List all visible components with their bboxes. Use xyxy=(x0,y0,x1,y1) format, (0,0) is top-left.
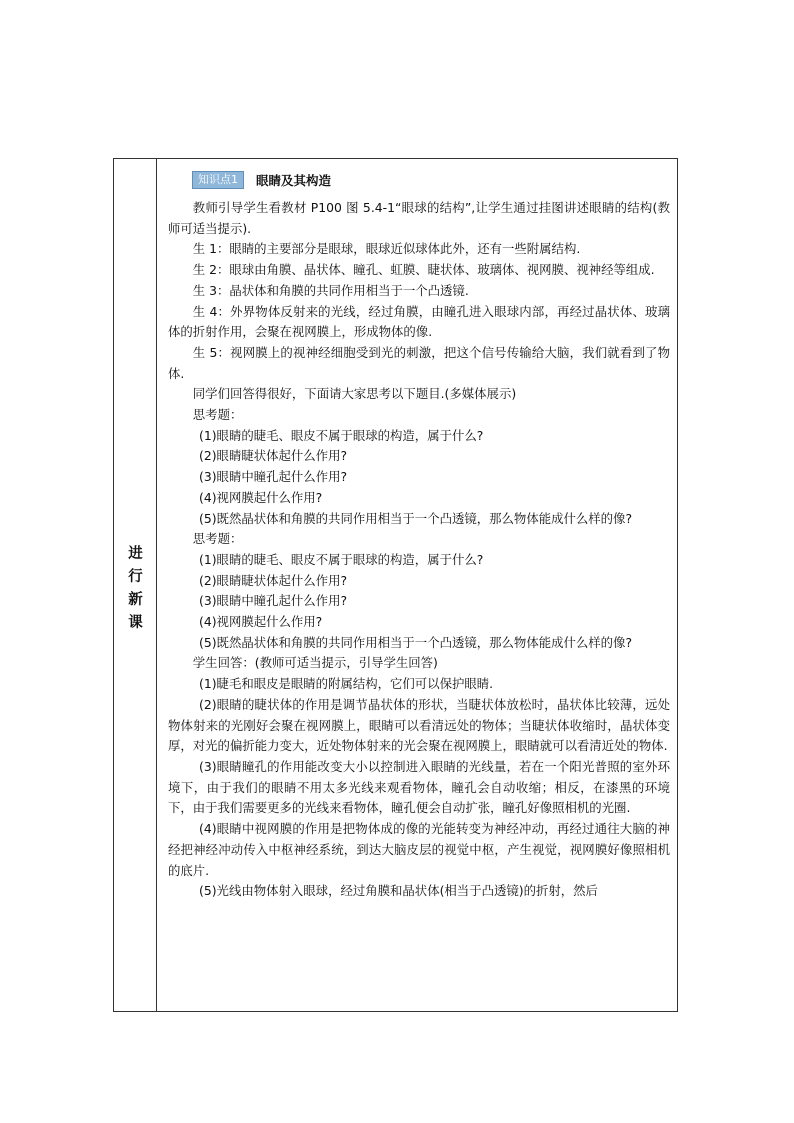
section-label xyxy=(114,543,157,635)
paragraph: (5)光线由物体射入眼球，经过角膜和晶状体(相当于凸透镜)的折射，然后 xyxy=(199,883,598,899)
paragraph: (1)眼睛的睫毛、眼皮不属于眼球的构造，属于什么? xyxy=(199,427,484,443)
paragraph: 生 5：视网膜上的视神经细胞受到光的刺激，把这个信号传输给大脑，我们就看到了物体. xyxy=(168,344,670,381)
paragraph: 学生回答：(教师可适当提示，引导学生回答) xyxy=(192,655,438,671)
paragraph: 思考题： xyxy=(192,531,243,547)
section-label-cell xyxy=(114,159,157,1011)
paragraph: 思考题： xyxy=(192,407,243,423)
paragraph: (4)视网膜起什么作用? xyxy=(199,614,323,630)
paragraph: 生 2：眼球由角膜、晶状体、瞳孔、虹膜、睫状体、玻璃体、视网膜、视神经等组成. xyxy=(192,262,655,278)
paragraph: (3)眼睛中瞳孔起什么作用? xyxy=(199,469,348,485)
paragraph: 生 1：眼睛的主要部分是眼球，眼球近似球体此外，还有一些附属结构. xyxy=(192,241,581,257)
paragraph-list xyxy=(168,198,670,902)
paragraph: (1)眼睛的睫毛、眼皮不属于眼球的构造，属于什么? xyxy=(199,551,484,567)
knowledge-heading xyxy=(168,169,670,191)
paragraph: (3)眼睛中瞳孔起什么作用? xyxy=(199,593,348,609)
paragraph: 生 3：晶状体和角膜的共同作用相当于一个凸透镜. xyxy=(192,282,469,298)
section-label-char: 行 xyxy=(128,569,143,585)
section-label-char: 新 xyxy=(128,592,143,608)
section-label-char: 进 xyxy=(128,546,143,562)
paragraph: (5)既然晶状体和角膜的共同作用相当于一个凸透镜，那么物体能成什么样的像? xyxy=(199,634,633,650)
paragraph: (1)睫毛和眼皮是眼睛的附属结构，它们可以保护眼睛. xyxy=(199,676,494,692)
knowledge-point-badge: 知识点1 xyxy=(192,171,244,189)
paragraph: 生 4：外界物体反射来的光线，经过角膜，由瞳孔进入眼球内部，再经过晶状体、玻璃体的折射作用，会聚在视网膜上，形成物体的像. xyxy=(168,303,670,340)
paragraph: 同学们回答得很好，下面请大家思考以下题目.(多媒体展示) xyxy=(192,386,517,402)
paragraph: (2)眼睛的睫状体的作用是调节晶状体的形状，当睫状体放松时，晶状体比较薄，远处物体射来的光刚好会聚在视网膜上，眼睛可以看清远处的物体；当睫状体收缩时，晶状体变厚，对光的偏折能力变大，近处物体射来的光会聚在视网膜上，眼睛就可以看清近处的物体. xyxy=(168,696,670,754)
paragraph: (3)眼睛瞳孔的作用能改变大小以控制进入眼睛的光线量，若在一个阳光普照的室外环境下，由于我们的眼睛不用太多光线来观看物体，瞳孔会自动收缩；相反，在漆黑的环境下，由于我们需要更多的光线来看物体，瞳孔便会自动扩张，瞳孔好像照相机的光圈. xyxy=(168,758,670,816)
content-cell xyxy=(168,169,670,902)
paragraph: (2)眼睛睫状体起什么作用? xyxy=(199,572,348,588)
lesson-table xyxy=(113,158,678,1012)
paragraph: 教师引导学生看教材 P100 图 5.4-1“眼球的结构”,让学生通过挂图讲述眼睛的结构(教师可适当提示). xyxy=(168,200,670,236)
paragraph: (2)眼睛睫状体起什么作用? xyxy=(199,448,348,464)
paragraph: (4)视网膜起什么作用? xyxy=(199,489,323,505)
section-label-char: 课 xyxy=(128,615,143,631)
paragraph: (4)眼睛中视网膜的作用是把物体成的像的光能转变为神经冲动，再经过通往大脑的神经把神经冲动传入中枢神经系统，到达大脑皮层的视觉中枢，产生视觉，视网膜好像照相机的底片. xyxy=(168,821,670,878)
paragraph: (5)既然晶状体和角膜的共同作用相当于一个凸透镜，那么物体能成什么样的像? xyxy=(199,510,633,526)
heading-title: 眼睛及其构造 xyxy=(256,173,332,188)
